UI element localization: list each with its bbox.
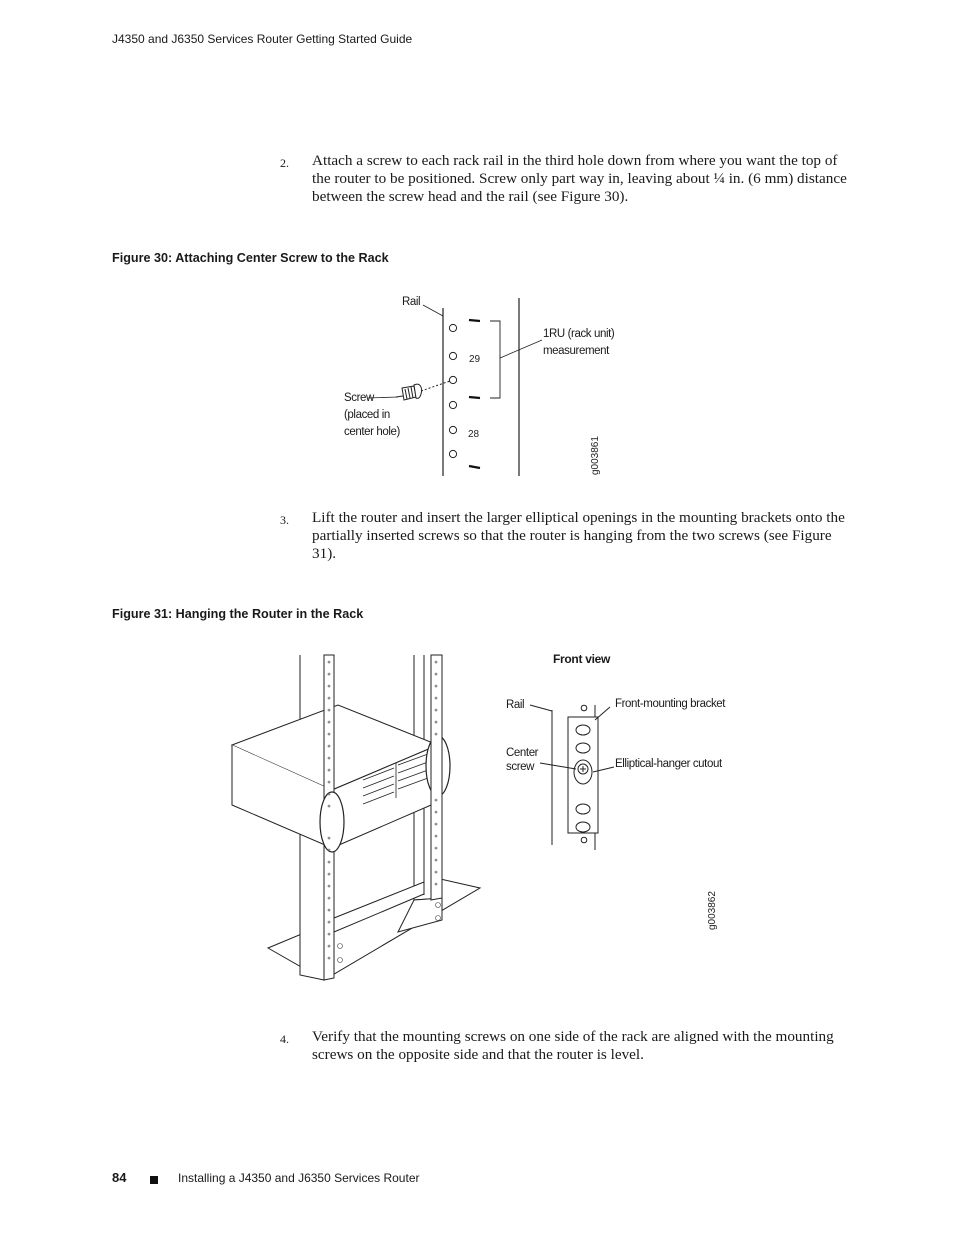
footer-section-title: Installing a J4350 and J6350 Services Router [178, 1171, 420, 1185]
rack-with-router-illustration [228, 650, 488, 990]
front-view-bracket-illustration [500, 645, 740, 945]
step-text: Attach a screw to each rack rail in the third hole down from where you want the top of the router to be positioned. Screw only part way in, leaving about ¼ in. (6 mm) distance between the screw head and the rail (see Figure 30). [312, 152, 847, 205]
step-4 [280, 1028, 860, 1068]
label-center-line-1: Center [506, 747, 539, 759]
running-header: J4350 and J6350 Services Router Getting Started Guide [112, 32, 413, 46]
label-elliptical-hanger-cutout: Elliptical-hanger cutout [615, 758, 722, 770]
step-2 [280, 152, 860, 212]
figure-code: g003861 [590, 436, 601, 475]
figure-code: g003862 [707, 891, 718, 930]
rack-number-29: 29 [469, 354, 481, 365]
rack-number-28: 28 [468, 429, 480, 440]
step-number: 3. [280, 513, 289, 527]
figure-30-caption: Figure 30: Attaching Center Screw to the Rack [112, 251, 389, 265]
screw-icon [396, 381, 450, 400]
label-rail: Rail [402, 296, 421, 308]
label-ru-line-1: 1RU (rack unit) [543, 328, 615, 340]
label-rail: Rail [506, 699, 525, 711]
label-screw-line-2: (placed in [344, 409, 390, 421]
step-number: 2. [280, 156, 289, 170]
page-number: 84 [112, 1170, 127, 1185]
step-number: 4. [280, 1032, 289, 1046]
figure-31-caption: Figure 31: Hanging the Router in the Rack [112, 607, 364, 621]
label-screw-line-1: Screw [344, 392, 374, 404]
step-text: Lift the router and insert the larger elliptical openings in the mounting brackets onto the partially inserted screws so that the router is hanging from the two screws (see Figure 31). [312, 509, 845, 562]
label-center-line-2: screw [506, 761, 535, 773]
label-screw-line-3: center hole) [344, 426, 400, 438]
step-text: Verify that the mounting screws on one side of the rack are aligned with the mounting screws on the opposite side and that the router is level. [312, 1028, 834, 1063]
figure-31-front-view [500, 645, 740, 945]
figure-30 [330, 288, 630, 483]
footer-square-icon [150, 1176, 158, 1184]
figure-31-rack [228, 650, 488, 990]
rack-rail-illustration [330, 288, 630, 483]
label-front-mounting-bracket: Front-mounting bracket [615, 698, 726, 710]
label-front-view: Front view [553, 652, 611, 666]
label-ru-line-2: measurement [543, 345, 609, 357]
step-3 [280, 509, 860, 569]
